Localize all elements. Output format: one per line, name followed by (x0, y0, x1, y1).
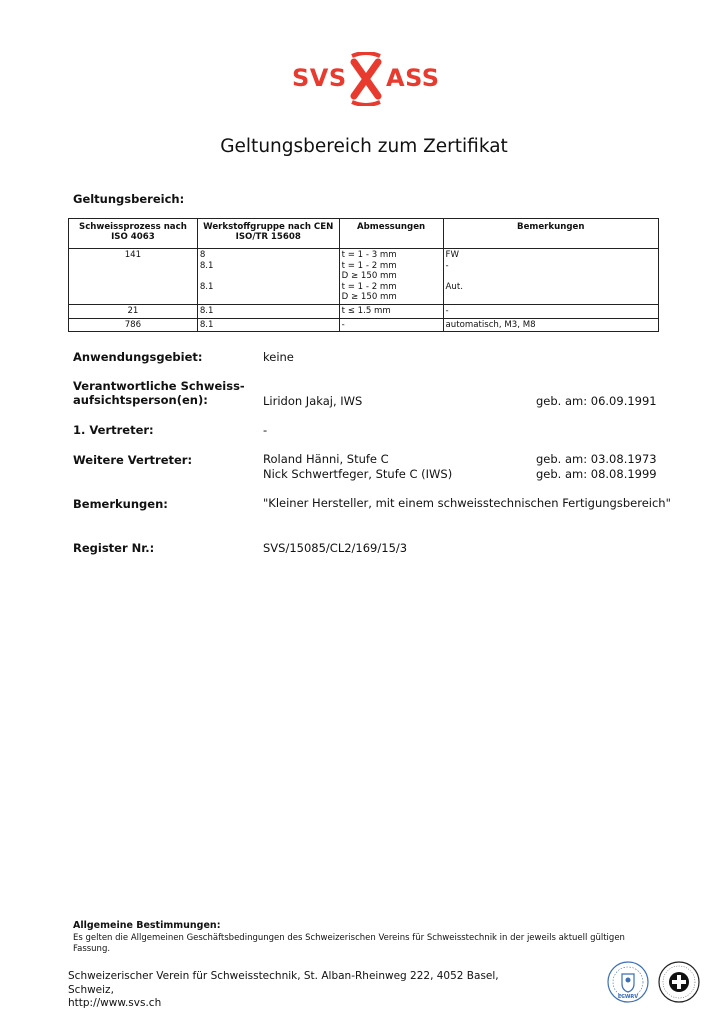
scope-heading: Geltungsbereich: (73, 192, 185, 206)
weitere-label: Weitere Vertreter: (73, 453, 193, 467)
cell-process: 786 (69, 318, 198, 332)
weitere-name-1: Roland Hänni, Stufe C (263, 452, 389, 466)
ecwrv-seal-icon (606, 960, 650, 1004)
header-dimensions: Abmessungen (339, 219, 443, 249)
bemerkungen-label: Bemerkungen: (73, 497, 168, 511)
weitere-birth-2: geb. am: 08.08.1999 (536, 467, 657, 481)
svsxass-logo (292, 52, 438, 106)
cell-line: t = 1 - 2 mm (341, 260, 397, 271)
table-row (69, 305, 659, 319)
cell-dimensions (339, 249, 443, 305)
cell-process: 21 (69, 305, 198, 319)
page-title: Geltungsbereich zum Zertifikat (220, 136, 508, 157)
cell-dimensions: t ≤ 1.5 mm (339, 305, 443, 319)
cell-line: t = 1 - 3 mm (341, 250, 397, 260)
swiss-accreditation-seal-icon (657, 960, 701, 1004)
weitere-birth-1: geb. am: 03.08.1973 (536, 452, 657, 466)
cell-line: Aut. (445, 281, 463, 292)
bemerkungen-value: "Kleiner Hersteller, mit einem schweisstechnischen Fertigungsbereich" (263, 496, 671, 510)
anwendungsgebiet-label: Anwendungsgebiet: (73, 350, 203, 364)
cell-line (446, 271, 657, 282)
header-process: Schweissprozess nach ISO 4063 (69, 219, 198, 249)
cell-line: 8 (199, 250, 206, 260)
header-remarks: Bemerkungen (443, 219, 659, 249)
cell-remarks: automatisch, M3, M8 (443, 318, 659, 332)
cell-material: 8.1 (197, 318, 339, 332)
table-header-row (69, 219, 659, 249)
table-row (69, 318, 659, 332)
seal-text: ECWRV (617, 994, 639, 1000)
footer-text: Es gelten die Allgemeinen Geschäftsbedingungen des Schweizerischen Vereins für Schweisstechnik in der jeweils aktuell gültigen Fassung. (73, 933, 625, 954)
cell-remarks: - (443, 305, 659, 319)
address-block (68, 970, 538, 1011)
header-material: Werkstoffgruppe nach CEN ISO/TR 15608 (197, 219, 339, 249)
cell-line: FW (445, 250, 459, 260)
register-label: Register Nr.: (73, 541, 155, 555)
weitere-name-2: Nick Schwertfeger, Stufe C (IWS) (263, 467, 453, 481)
cell-line: 8.1 (199, 260, 214, 271)
register-value: SVS/15085/CL2/169/15/3 (263, 541, 408, 555)
footer-heading: Allgemeine Bestimmungen: (73, 920, 221, 931)
aufsicht-birth: geb. am: 06.09.1991 (536, 394, 657, 408)
aufsicht-label-line2: aufsichtsperson(en): (73, 393, 208, 407)
cell-material: 8.1 (197, 305, 339, 319)
cell-line (200, 271, 337, 282)
anwendungsgebiet-value: keine (263, 350, 294, 364)
table-row (69, 249, 659, 305)
vertreter1-label: 1. Vertreter: (73, 423, 154, 437)
vertreter1-value: - (263, 423, 268, 437)
cell-line: - (445, 260, 449, 271)
address-line: Schweizerischer Verein für Schweisstechnik, St. Alban-Rheinweg 222, 4052 Basel, Schweiz, (68, 970, 499, 996)
cell-dimensions: - (339, 318, 443, 332)
website-link[interactable]: http://www.svs.ch (68, 997, 162, 1009)
cell-material (197, 249, 339, 305)
cell-line: D ≥ 150 mm (341, 271, 397, 282)
cell-line: t = 1 - 2 mm (341, 281, 397, 292)
aufsicht-name: Liridon Jakaj, IWS (263, 394, 363, 408)
cell-line: D ≥ 150 mm (341, 292, 397, 303)
logo-cross-icon (344, 52, 388, 106)
scope-table (68, 218, 659, 332)
cell-remarks (443, 249, 659, 305)
logo-left-text: SVS (292, 64, 347, 92)
aufsicht-label-line1: Verantwortliche Schweiss- (73, 379, 245, 393)
cell-line: 8.1 (199, 281, 214, 292)
cell-process: 141 (69, 249, 198, 305)
logo-right-text: ASS (386, 64, 440, 92)
